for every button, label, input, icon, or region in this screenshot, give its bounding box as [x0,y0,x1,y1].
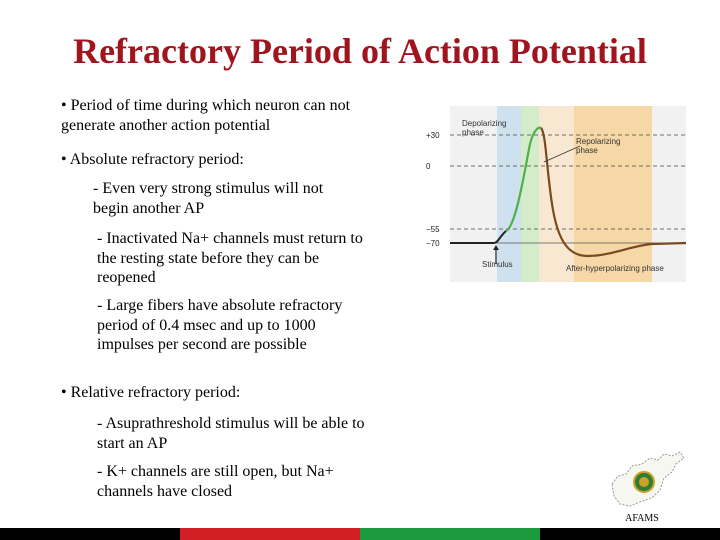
label-depolarizing-1: Depolarizing [462,119,507,128]
bullet-absolute-refractory: • Absolute refractory period: [61,151,244,168]
action-potential-figure [420,104,686,282]
sub-bullet-na-channels: - Inactivated Na+ channels must return to the resting state before they can be reopened [97,230,363,286]
footer-green [360,528,540,540]
footer-black-right [540,528,720,540]
peach-band [539,106,574,282]
tick-plus30: +30 [426,131,440,140]
depolarizing-band [497,106,521,282]
tick-minus55: −55 [426,225,440,234]
sub-bullet-k-channels: - K+ channels are still open, but Na+ channels have closed [97,463,334,500]
afghanistan-map-emblem-icon [606,450,688,512]
label-repolarizing-1: Repolarizing [576,137,621,146]
label-depolarizing-2: phase [462,128,484,137]
green-band [521,106,539,282]
footer-black-left [0,528,180,540]
footer-color-bar [0,528,720,540]
tick-zero: 0 [426,162,431,171]
label-stimulus: Stimulus [482,260,513,269]
footer-red [180,528,360,540]
emblem-center [639,477,649,487]
slide-title: Refractory Period of Action Potential [73,31,647,71]
tick-minus70: −70 [426,239,440,248]
sub-bullet-suprathreshold: - Asuprathreshold stimulus will be able to start an AP [97,415,365,452]
sub-bullet-large-fibers: - Large fibers have absolute refractory period of 0.4 msec and up to 1000 impulses per second are possible [97,297,343,353]
sub-bullet-strong-stimulus: - Even very strong stimulus will not begin another AP [93,180,324,217]
bullet-relative-refractory: • Relative refractory period: [61,384,241,401]
label-after-hyperpolarizing: After-hyperpolarizing phase [566,264,664,273]
label-repolarizing-2: phase [576,146,598,155]
logo-caption: AFAMS [625,513,659,524]
bullet-definition: • Period of time during which neuron can not generate another action potential [61,97,351,134]
